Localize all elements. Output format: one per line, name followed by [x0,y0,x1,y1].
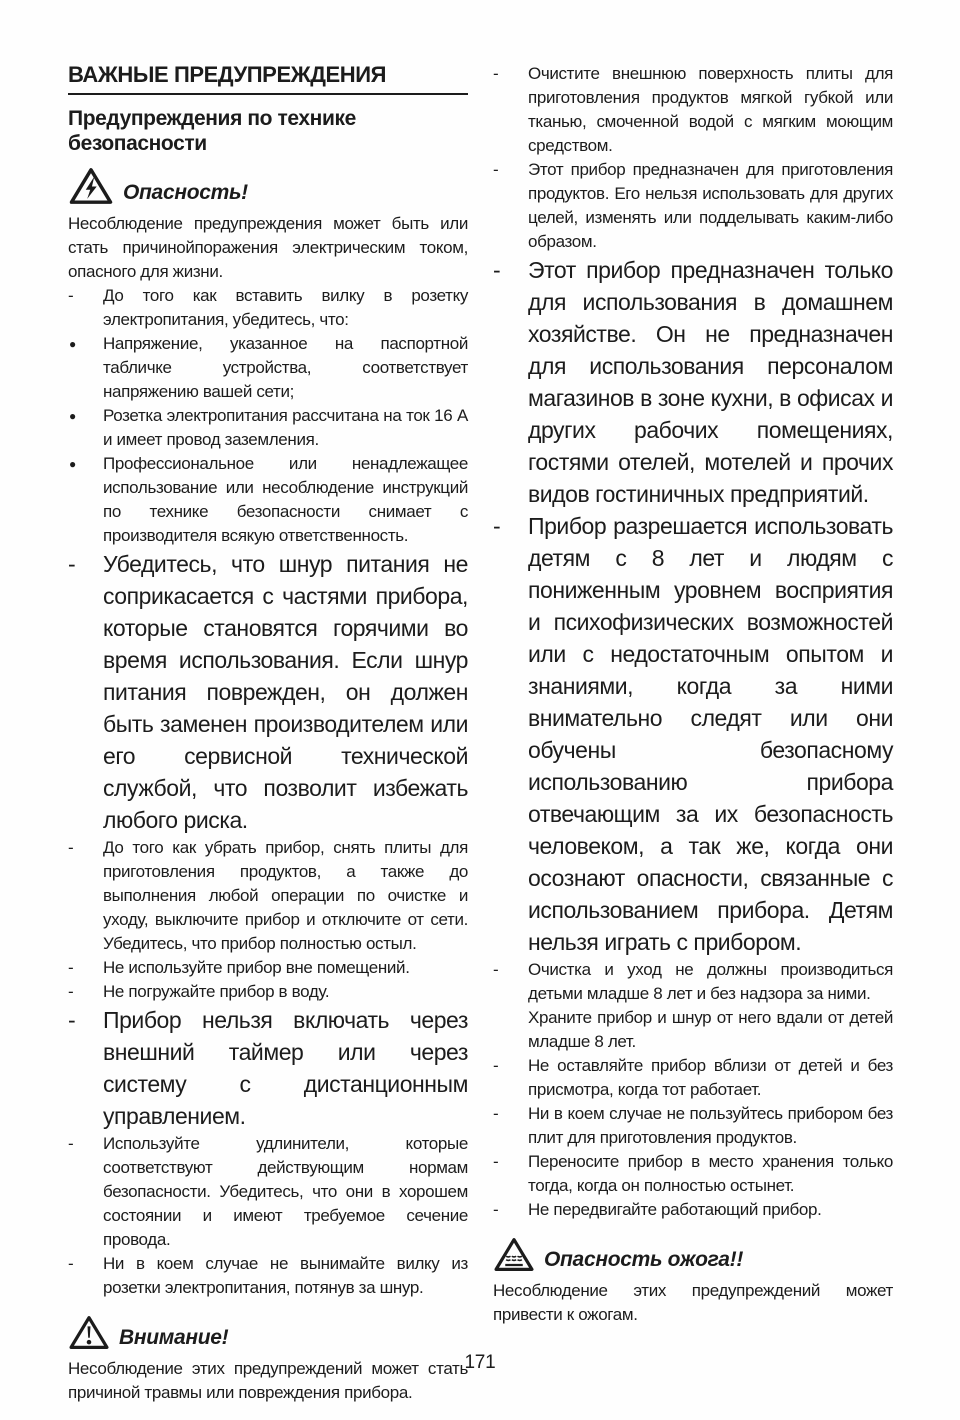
dash-marker: - [493,1152,499,1171]
list-item [68,1004,468,1132]
burn-text: Несоблюдение этих предупреждений может привести к ожогам. [493,1281,893,1324]
list-item-text: Профессиональное или ненадлежащее использование или несоблюдение инструкций по технике безопасности снимает с производителя всякую ответственность. [103,454,468,545]
attention-triangle-icon [68,1314,110,1351]
list-item [68,284,468,332]
bullet-marker: ● [69,409,76,423]
hot-surface-triangle-icon [493,1236,535,1273]
list-item-text: Не используйте прибор вне помещений. [103,958,410,977]
list-item-text: Не оставляйте прибор вблизи от детей и без присмотра, когда тот работает. [528,1056,893,1099]
left-warning-list [68,284,468,1300]
list-item [68,548,468,836]
dash-marker: - [493,1056,499,1075]
dash-marker: - [493,1200,499,1219]
list-item-text: Напряжение, указанное на паспортной табличке устройства, соответствует напряжению вашей сети; [103,334,468,401]
bullet-marker: ● [69,457,76,471]
list-item-text: Ни в коем случае не вынимайте вилку из розетки электропитания, потянув за шнур. [103,1254,468,1297]
list-item [493,254,893,510]
list-item [493,158,893,254]
list-item-text: Розетка электропитания рассчитана на ток 16 А и имеет провод заземления. [103,406,468,449]
list-item-text: Используйте удлинители, которые соответствуют действующим нормам безопасности. Убедитесь, что они в хорошем состоянии и имеют требуемое сечение провода. [103,1134,468,1249]
list-item-text: Этот прибор предназначен для приготовления продуктов. Его нельзя использовать для других целей, изменять или подделывать каким-либо образом. [528,160,893,251]
list-item-text: До того как вставить вилку в розетку электропитания, убедитесь, что: [103,286,468,329]
section-subtitle: Предупреждения по технике безопасности [68,107,356,155]
dash-marker: - [68,1254,74,1273]
list-item [68,1252,468,1300]
page-number: 171 [464,1352,496,1373]
two-column-layout [68,62,893,1405]
list-item [68,836,468,956]
list-item-text: Прибор разрешается использовать детям с 8 лет и людям с пониженным уровнем восприятия и психофизических возможностей или с недостаточным опытом и знаниями, когда за ними внимательно следят или они обучены безопасному использованию прибора отвечающим за их безопасность человеком, а так же, когда они осознают опасности, связанные с использованием прибора. Детям нельзя играть с прибором. [528,513,893,955]
dash-marker: - [493,513,501,539]
attention-text: Несоблюдение этих предупреждений может стать причиной травмы или повреждения прибора. [68,1359,468,1402]
list-item-text: Очистите внешнюю поверхность плиты для приготовления продуктов мягкой губкой или тканью, смоченной водой с мягким моющим средством. [528,64,893,155]
list-item [493,510,893,958]
list-item [493,1150,893,1198]
page-title: ВАЖНЫЕ ПРЕДУПРЕЖДЕНИЯ [68,62,387,87]
list-item [68,956,468,980]
attention-header [68,1314,468,1351]
left-column [68,62,468,1405]
danger-intro-text: Несоблюдение предупреждения может быть или стать причинойпоражения электрическим током, опасного для жизни. [68,214,468,281]
list-item [68,452,468,548]
title-underline [68,93,468,95]
right-warning-list [493,62,893,1222]
dash-marker: - [493,160,499,179]
list-item [68,1132,468,1252]
burn-label: Опасность ожога!! [544,1248,744,1271]
list-item [493,958,893,1054]
list-item-text: Переносите прибор в место хранения только тогда, когда он полностью остынет. [528,1152,893,1195]
list-item-text: Очистка и уход не должны производиться детьми младше 8 лет и без надзора за ними. Храните прибор и шнур от него вдали от детей младше 8 лет. [528,958,893,1054]
dash-marker: - [68,958,74,977]
dash-marker: - [68,982,74,1001]
burn-danger-header [493,1236,893,1273]
dash-marker: - [68,1134,74,1153]
list-item-continuation: Храните прибор и шнур от него вдали от детей младше 8 лет. [528,1008,893,1051]
list-item [493,1102,893,1150]
dash-marker: - [493,64,499,83]
danger-header [68,166,468,206]
dash-marker: - [493,257,501,283]
list-item [493,62,893,158]
dash-marker: - [68,838,74,857]
dash-marker: - [68,286,74,305]
list-item [68,404,468,452]
dash-marker: - [68,551,76,577]
danger-triangle-icon [68,166,114,206]
list-item-text: Не передвигайте работающий прибор. [528,1200,822,1219]
dash-marker: - [68,1007,76,1033]
list-item [493,1054,893,1102]
list-item [68,332,468,404]
list-item-text: До того как убрать прибор, снять плиты для приготовления продуктов, а также до выполнения любой операции по очистке и уходу, выключите прибор и отключите от сети. Убедитесь, что прибор полностью остыл. [103,838,468,953]
dash-marker: - [493,960,499,979]
right-column [493,62,893,1405]
attention-label: Внимание! [119,1326,229,1349]
list-item-text: Прибор нельзя включать через внешний таймер или через систему с дистанционным управлением. [103,1007,468,1129]
list-item-text: Не погружайте прибор в воду. [103,982,330,1001]
list-item [493,1198,893,1222]
list-item-text: Этот прибор предназначен только для использования в домашнем хозяйстве. Он не предназначен для использования персоналом магазинов в зоне кухни, в офисах и других рабочих помещениях, гостями отелей, мотелей и прочих видов гостиничных предприятий. [528,257,893,507]
list-item-text: Ни в коем случае не пользуйтесь прибором без плит для приготовления продуктов. [528,1104,893,1147]
bullet-marker: ● [69,337,76,351]
list-item [68,980,468,1004]
list-item-text: Убедитесь, что шнур питания не соприкасается с частями прибора, которые становятся горячими во время использования. Если шнур питания поврежден, он должен быть заменен производителем или его сервисной технической службой, что позволит избежать любого риска. [103,551,468,833]
danger-label: Опасность! [123,181,248,204]
dash-marker: - [493,1104,499,1123]
